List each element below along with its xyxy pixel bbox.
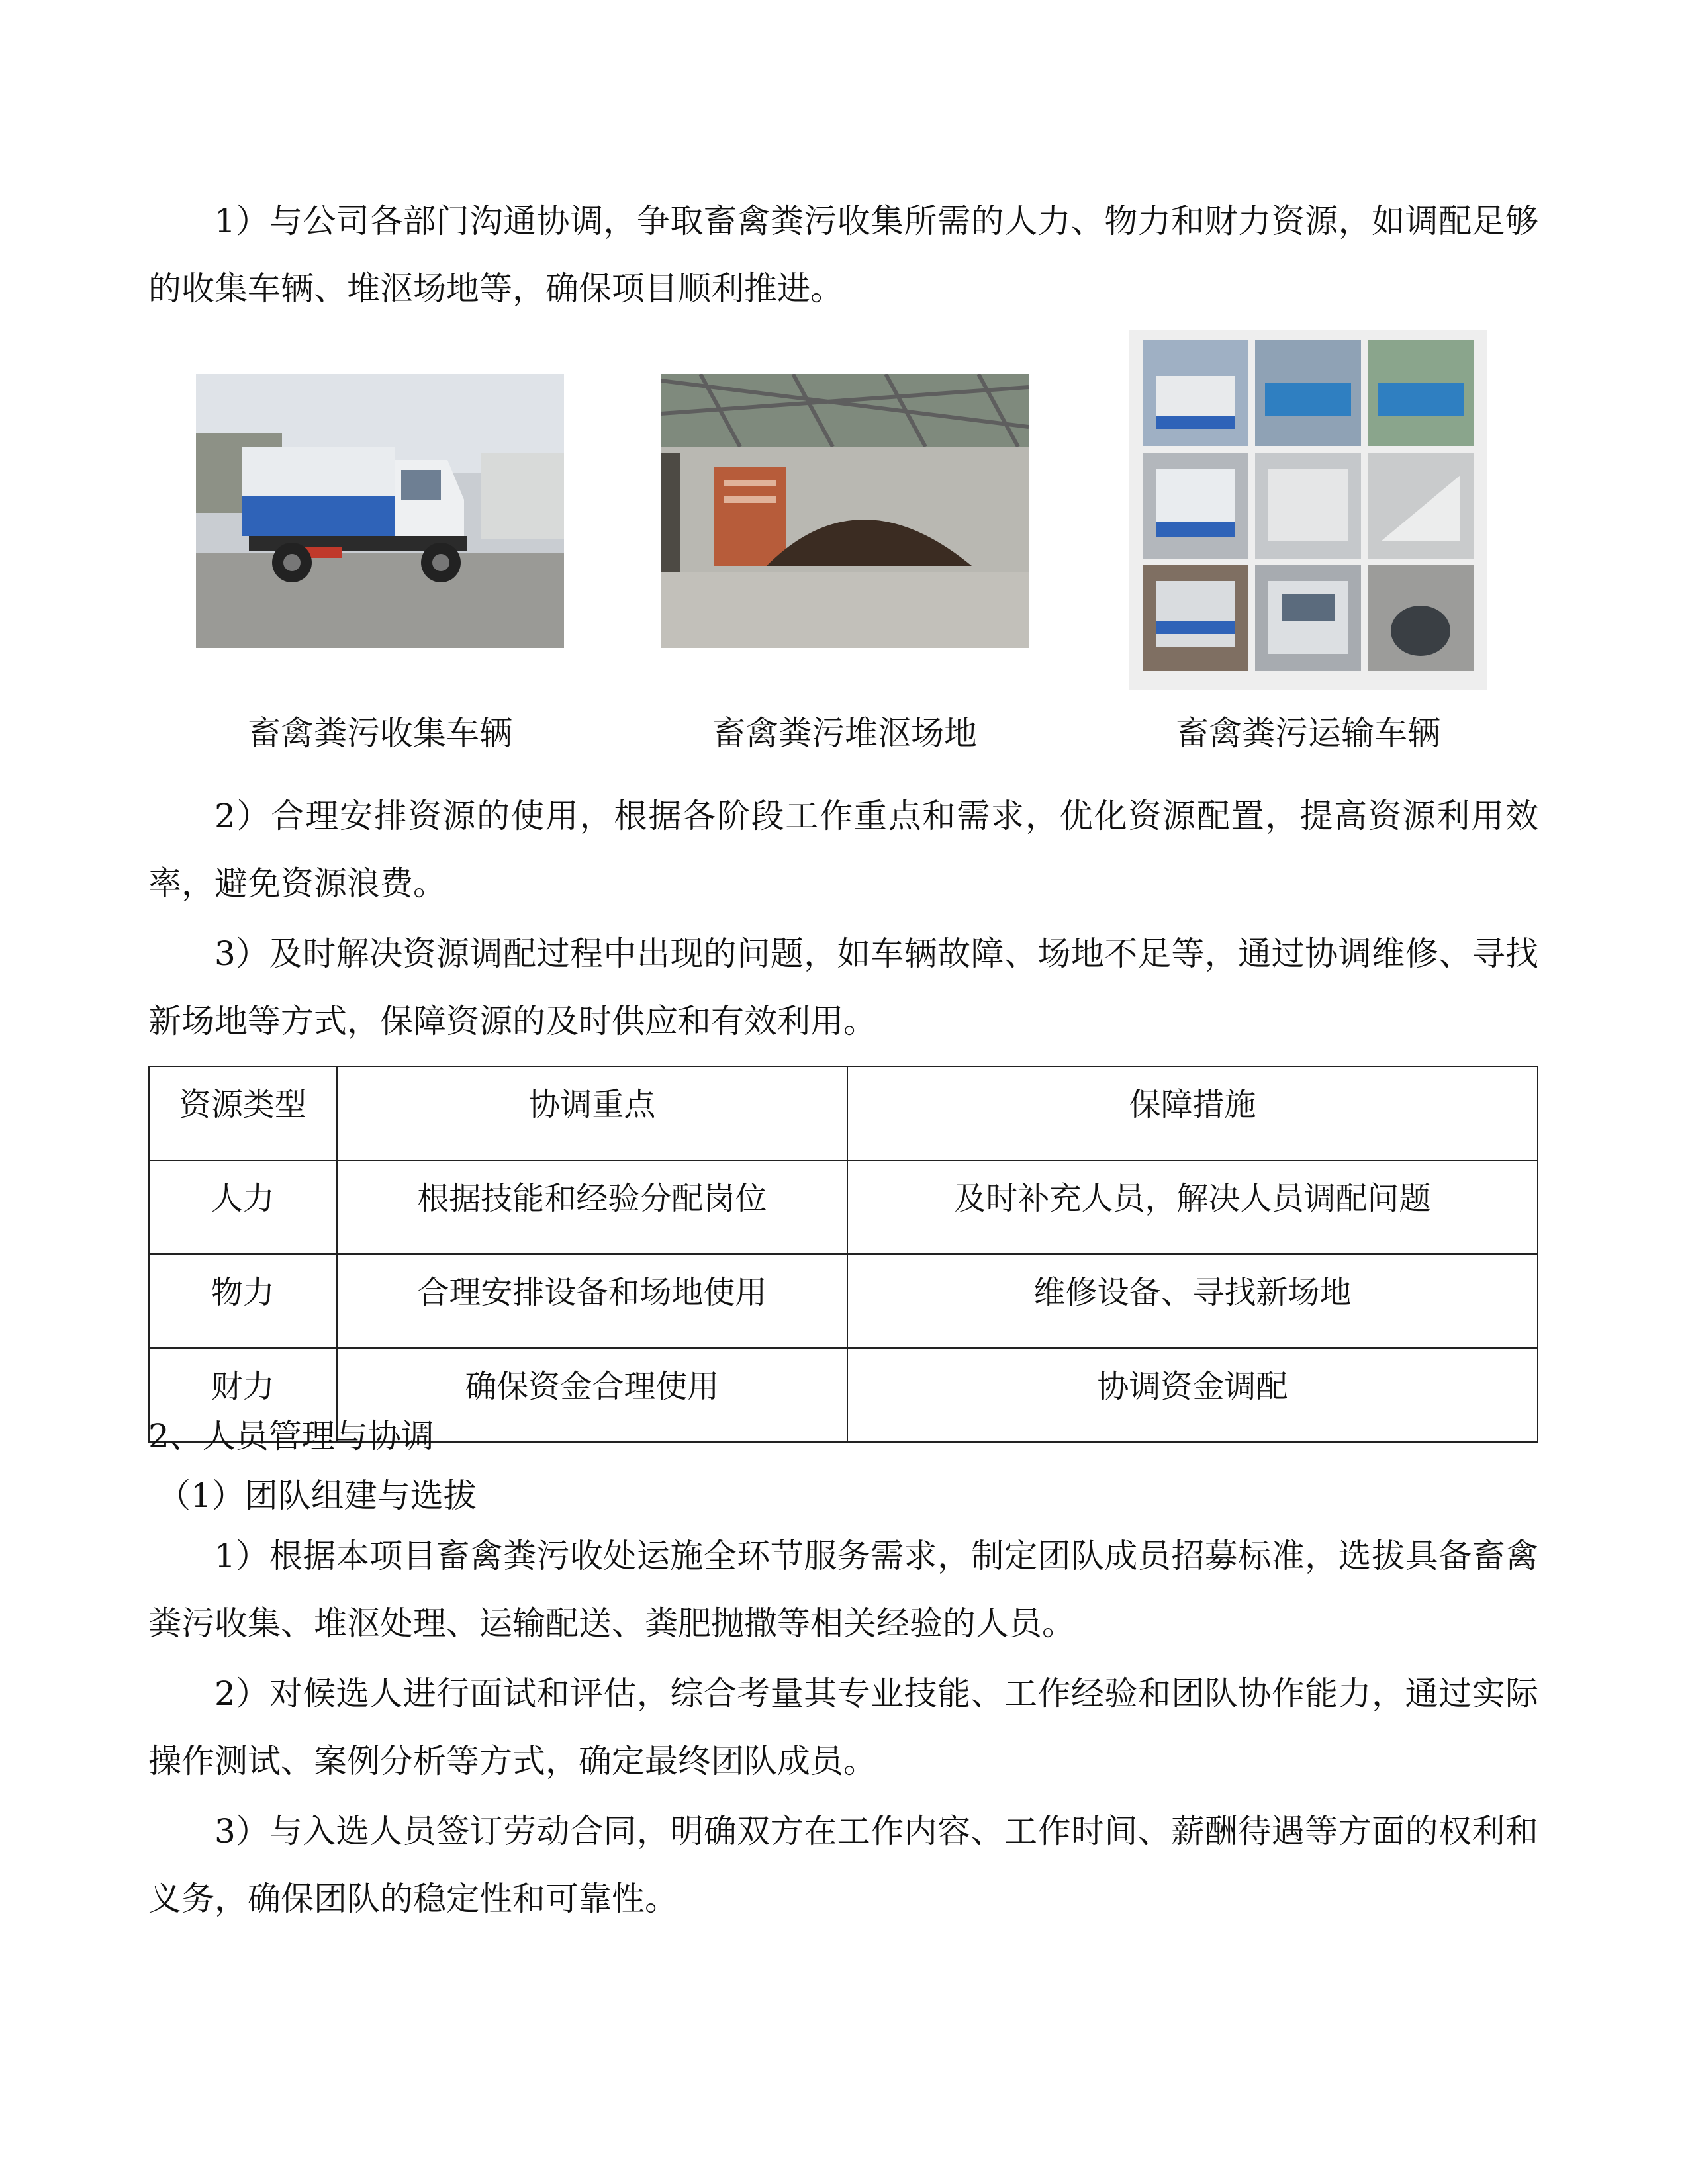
table-header-cell: 资源类型 [149,1066,337,1160]
table-cell: 合理安排设备和场地使用 [337,1254,847,1348]
figure-caption-compost-site: 畜禽粪污堆沤场地 [712,714,977,752]
paragraph-team-building-1: 1）根据本项目畜禽粪污收处运施全环节服务需求，制定团队成员招募标准，选拔具备畜禽粪污收集、堆沤处理、运输配送、粪肥抛撒等相关经验的人员。 [148,1537,1538,1643]
compost-site-photo [661,374,1029,648]
figure-caption-collection-truck: 畜禽粪污收集车辆 [248,714,512,752]
paragraph-resource-coordination-2: 2）合理安排资源的使用，根据各阶段工作重点和需求，优化资源配置，提高资源利用效率，避免资源浪费。 [148,797,1538,903]
subsection-heading: （1）团队组建与选拔 [158,1477,477,1515]
paragraph-team-building-2: 2）对候选人进行面试和评估，综合考量其专业技能、工作经验和团队协作能力，通过实际操作测试、案例分析等方式，确定最终团队成员。 [148,1674,1538,1780]
table-row [149,1254,1538,1348]
paragraph-resource-coordination-3: 3）及时解决资源调配过程中出现的问题，如车辆故障、场地不足等，通过协调维修、寻找新场地等方式，保障资源的及时供应和有效利用。 [148,934,1538,1040]
table-cell: 确保资金合理使用 [337,1348,847,1442]
table-cell: 协调资金调配 [847,1348,1538,1442]
transport-truck-collage-photo [1129,330,1487,690]
paragraph-team-building-3: 3）与入选人员签订劳动合同，明确双方在工作内容、工作时间、薪酬待遇等方面的权利和义务，确保团队的稳定性和可靠性。 [148,1812,1538,1918]
table-row [149,1160,1538,1254]
figure-caption-transport-truck: 畜禽粪污运输车辆 [1176,714,1440,752]
table-cell: 维修设备、寻找新场地 [847,1254,1538,1348]
table-cell: 根据技能和经验分配岗位 [337,1160,847,1254]
table-cell: 人力 [149,1160,337,1254]
section-heading: 2、人员管理与协调 [148,1417,434,1455]
table-header-cell: 协调重点 [337,1066,847,1160]
resource-table [148,1066,1538,1443]
collection-truck-photo [196,374,564,648]
table-cell: 及时补充人员，解决人员调配问题 [847,1160,1538,1254]
table-cell: 物力 [149,1254,337,1348]
paragraph-resource-coordination-1: 1）与公司各部门沟通协调，争取畜禽粪污收集所需的人力、物力和财力资源，如调配足够的收集车辆、堆沤场地等，确保项目顺利推进。 [148,202,1538,308]
table-header-cell: 保障措施 [847,1066,1538,1160]
table-cell: 财力 [149,1348,337,1442]
table-header-row [149,1066,1538,1160]
